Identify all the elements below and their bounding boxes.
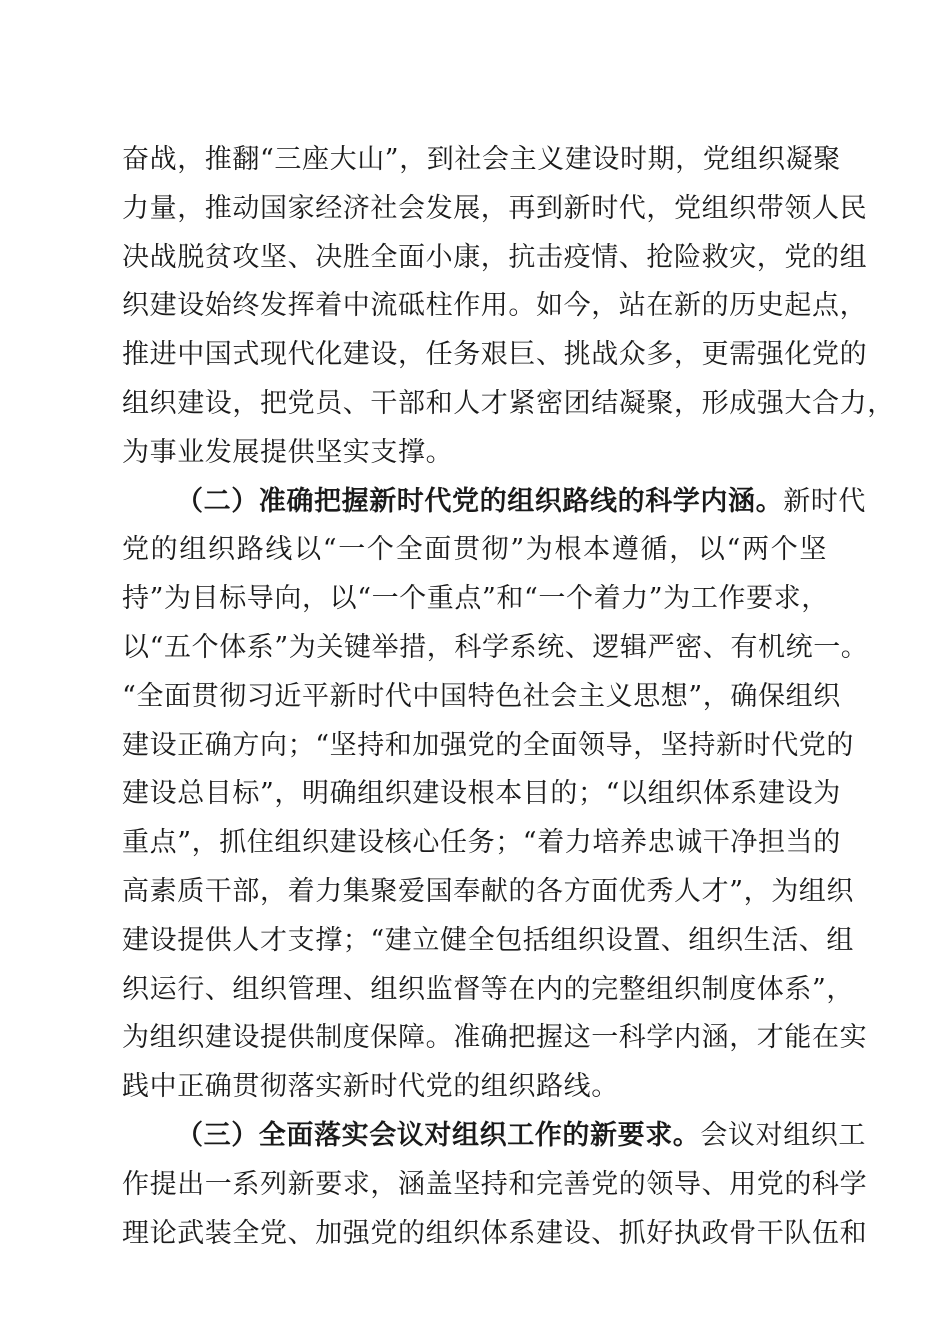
text-line: 作提出一系列新要求，涵盖坚持和完善党的领导、用党的科学: [122, 1168, 868, 1200]
section-heading-2: （二）准确把握新时代党的组织路线的科学内涵。: [176, 485, 784, 517]
text-line: “全面贯彻习近平新时代中国特色社会主义思想”，确保组织: [122, 680, 841, 712]
text-line: 推进中国式现代化建设，任务艰巨、挑战众多，更需强化党的: [122, 339, 868, 371]
text-line: 建设总目标”，明确组织建设根本目的；“以组织体系建设为: [122, 778, 841, 810]
text-segment: 会议对组织工: [700, 1119, 867, 1151]
text-line: 组织建设，把党员、干部和人才紧密团结凝聚，形成强大合力，: [122, 387, 895, 419]
text-line: 为事业发展提供坚实支撑。: [122, 436, 454, 468]
text-segment: 新时代: [783, 485, 867, 517]
text-line: 高素质干部，着力集聚爱国奉献的各方面优秀人才”，为组织: [122, 875, 855, 907]
text-line: 决战脱贫攻坚、决胜全面小康，抗击疫情、抢险救灾，党的组: [122, 241, 868, 273]
text-line: 为组织建设提供制度保障。准确把握这一科学内涵，才能在实: [122, 1022, 868, 1054]
text-line: 党的组织路线以“一个全面贯彻”为根本遵循，以“两个坚: [122, 534, 827, 566]
text-line: 重点”，抓住组织建设核心任务；“着力培养忠诚干净担当的: [122, 827, 841, 859]
text-line: 织建设始终发挥着中流砥柱作用。如今，站在新的历史起点，: [122, 290, 868, 322]
text-line: 织运行、组织管理、组织监督等在内的完整组织制度体系”，: [122, 973, 855, 1005]
text-line: 持”为目标导向，以“一个重点”和“一个着力”为工作要求，: [122, 583, 829, 615]
document-page: [122, 136, 895, 1258]
text-line: 奋战，推翻“三座大山”，到社会主义建设时期，党组织凝聚: [122, 144, 841, 175]
text-line: 践中正确贯彻落实新时代党的组织路线。: [122, 1071, 619, 1103]
text-line: 力量，推动国家经济社会发展，再到新时代，党组织带领人民: [122, 192, 868, 224]
paragraph-2: [122, 478, 869, 1112]
section-heading-3: （三）全面落实会议对组织工作的新要求。: [176, 1119, 701, 1151]
paragraph-first-line: [122, 1112, 867, 1161]
paragraph-first-line: [122, 478, 867, 527]
text-line: 理论武装全党、加强党的组织体系建设、抓好执政骨干队伍和: [122, 1217, 868, 1249]
paragraph-1: [122, 136, 895, 478]
text-line: 建设正确方向；“坚持和加强党的全面领导，坚持新时代党的: [122, 729, 855, 761]
text-line: 建设提供人才支撑；“建立健全包括组织设置、组织生活、组: [122, 924, 855, 956]
paragraph-3: [122, 1112, 868, 1258]
text-line: 以“五个体系”为关键举措，科学系统、逻辑严密、有机统一。: [122, 631, 869, 663]
